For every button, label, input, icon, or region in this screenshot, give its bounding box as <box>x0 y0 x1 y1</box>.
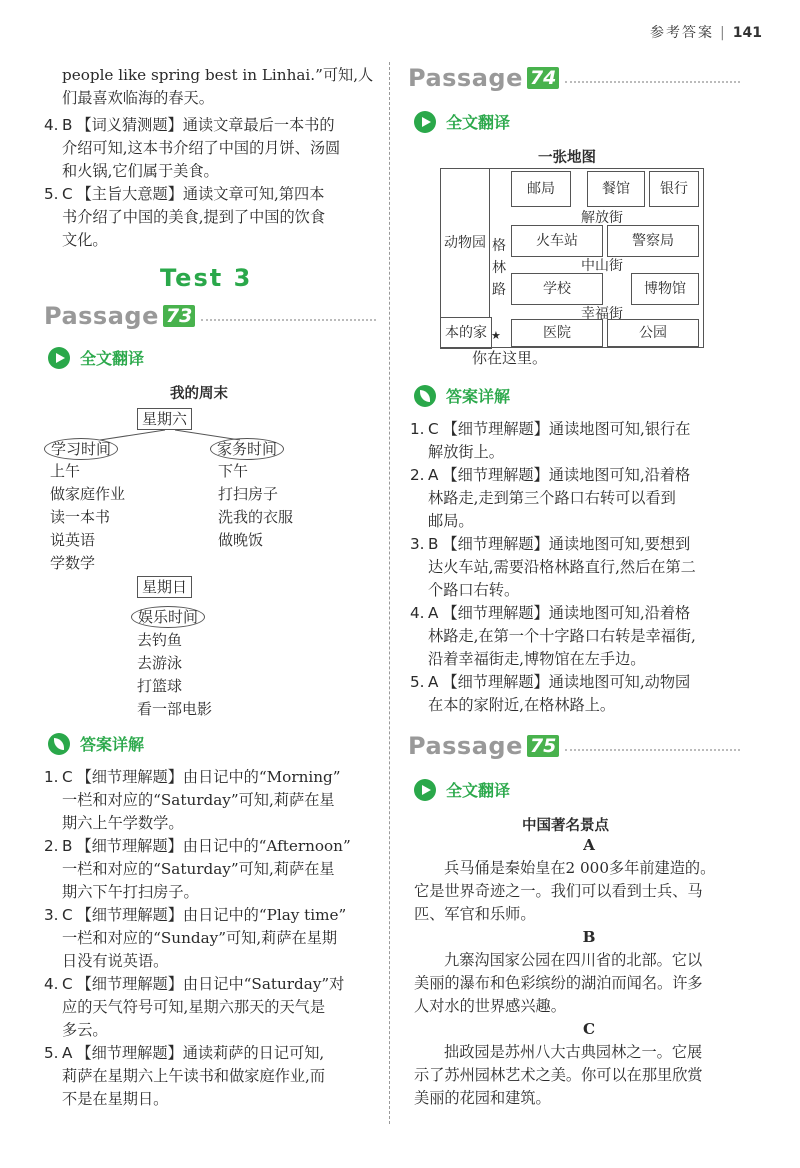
article-title: 中国著名景点 <box>522 818 609 834</box>
paragraph-c <box>414 1041 764 1110</box>
answer-line: 一栏和对应的“Saturday”可知,莉萨在星 <box>62 860 335 878</box>
map-zoo: 动物园 <box>444 235 486 251</box>
answer-number: 3. <box>44 906 59 924</box>
answer-item <box>44 904 376 973</box>
answer-line: 【细节理解题】通读地图可知,要想到 <box>442 535 691 553</box>
test-title: Test 3 <box>160 264 253 292</box>
answer-item <box>410 602 764 671</box>
study-item: 读一本书 <box>50 508 111 526</box>
answer-line: 沿着幸福街走,博物馆在左手边。 <box>428 650 646 668</box>
map-green-road <box>492 235 506 301</box>
answer-line: 一栏和对应的“Sunday”可知,莉萨在星期 <box>62 929 338 947</box>
paragraph-line: 美丽的瀑布和色彩缤纷的湖泊而闻名。许多 <box>414 974 703 992</box>
answer-line: 林路走,走到第三个路口右转可以看到 <box>428 489 676 507</box>
paragraph-line: 九寨沟国家公园在四川省的北部。它以 <box>444 951 703 969</box>
map-post-office: 邮局 <box>511 171 571 207</box>
play-item: 去游泳 <box>137 654 183 672</box>
map-title: 一张地图 <box>538 150 596 166</box>
paragraph-line: 匹、军官和乐师。 <box>414 905 536 923</box>
play-time-oval: 娱乐时间 <box>131 606 205 628</box>
play-icon <box>414 779 436 801</box>
tree-title: 我的周末 <box>170 386 228 402</box>
road-char: 格 <box>492 238 506 254</box>
passage-word: Passage <box>408 732 523 760</box>
answer-line: 【细节理解题】通读地图可知,银行在 <box>442 420 691 438</box>
answer-number: 1. <box>44 768 59 786</box>
map-train-station: 火车站 <box>511 225 603 257</box>
study-time-oval: 学习时间 <box>44 438 118 460</box>
section-label: 答案详解 <box>80 735 145 754</box>
answer-line: 介绍可知,这本书介绍了中国的月饼、汤圆 <box>62 139 341 157</box>
passage-number: 74 <box>527 67 559 89</box>
passage-number: 73 <box>163 305 195 327</box>
header-separator: | <box>720 25 727 41</box>
road-char: 林 <box>492 260 506 276</box>
answer-line: 期六下午打扫房子。 <box>62 883 199 901</box>
paragraph-label: A <box>583 836 595 854</box>
answer-letter: C <box>62 906 73 924</box>
paragraph-label: C <box>582 1020 596 1038</box>
section-label: 答案详解 <box>446 387 511 406</box>
answer-letter: B <box>62 837 73 855</box>
section-label: 全文翻译 <box>80 349 145 368</box>
answer-letter: C <box>62 185 73 203</box>
answer-number: 4. <box>410 604 425 622</box>
map-bank: 银行 <box>649 171 699 207</box>
answer-number: 4. <box>44 116 59 134</box>
map-ben-home: 本的家 <box>440 317 492 349</box>
house-item: 打扫房子 <box>218 485 279 503</box>
study-item: 学数学 <box>50 554 96 572</box>
section-translation-74 <box>414 110 510 133</box>
answer-line: 【细节理解题】通读地图可知,动物园 <box>442 673 691 691</box>
paragraph-line: 兵马俑是秦始皇在2 000多年前建造的。 <box>444 859 716 877</box>
answer-letter: A <box>428 673 439 691</box>
answer-letter: B <box>428 535 439 553</box>
answer-number: 1. <box>410 420 425 438</box>
study-item: 说英语 <box>50 531 96 549</box>
paragraph-b <box>414 949 764 1018</box>
answer-line: 达火车站,需要沿格林路直行,然后在第二 <box>428 558 696 576</box>
answer-line: 莉萨在星期六上午读书和做家庭作业,而 <box>62 1067 326 1085</box>
paragraph-line: 示了苏州园林艺术之美。你可以在那里欣赏 <box>414 1066 703 1084</box>
section-label: 全文翻译 <box>446 781 511 800</box>
dotted-rule <box>565 81 740 83</box>
answer-item <box>44 835 376 904</box>
study-item: 上午 <box>50 462 81 480</box>
answer-number: 4. <box>44 975 59 993</box>
answer-line: 和火锅,它们属于美食。 <box>62 162 219 180</box>
answer-letter: C <box>428 420 439 438</box>
saturday-box: 星期六 <box>137 408 192 430</box>
answer-line: 【细节理解题】通读地图可知,沿着格 <box>442 466 691 484</box>
answers-73 <box>44 766 376 1111</box>
answer-line: 不是在星期日。 <box>62 1090 169 1108</box>
answer-letter: A <box>428 466 439 484</box>
answer-item <box>410 464 764 533</box>
map-restaurant: 餐馆 <box>587 171 645 207</box>
answer-line: 【词义猜测题】通读文章最后一本书的 <box>76 116 335 134</box>
answer-number: 3. <box>410 535 425 553</box>
leaf-icon <box>414 385 436 407</box>
answer-item <box>44 766 376 835</box>
passage-75-heading <box>408 732 740 760</box>
answer-line: 一栏和对应的“Saturday”可知,莉萨在星 <box>62 791 335 809</box>
page-number: 141 <box>732 25 762 41</box>
answer-item <box>410 533 764 602</box>
passage-74-heading <box>408 64 740 92</box>
answer-item <box>410 671 764 717</box>
answer-line: 书介绍了中国的美食,提到了中国的饮食 <box>62 208 326 226</box>
house-item: 做晚饭 <box>218 531 264 549</box>
page-header <box>650 22 762 42</box>
answer-number: 2. <box>44 837 59 855</box>
section-label: 全文翻译 <box>446 113 511 132</box>
answer-line: 【细节理解题】由日记中的“Morning” <box>76 768 341 786</box>
map-zhongshan-street: 中山街 <box>581 258 623 274</box>
section-answers-74 <box>414 384 510 407</box>
answer-line: 【细节理解题】由日记中的“Afternoon” <box>76 837 351 855</box>
answer-line: 在本的家附近,在格林路上。 <box>428 696 616 714</box>
map-jiefang-street: 解放街 <box>581 210 623 226</box>
house-item: 洗我的衣服 <box>218 508 294 526</box>
answer-line: 应的天气符号可知,星期六那天的天气是 <box>62 998 326 1016</box>
passage-word: Passage <box>408 64 523 92</box>
play-item: 去钓鱼 <box>137 631 183 649</box>
passage-number: 75 <box>527 735 559 757</box>
answer-letter: B <box>62 116 73 134</box>
answer-line: 林路走,在第一个十字路口右转是幸福街, <box>428 627 696 645</box>
header-section-title: 参考答案 <box>650 25 715 41</box>
play-item: 看一部电影 <box>137 700 213 718</box>
answer-line: 【主旨大意题】通读文章可知,第四本 <box>76 185 325 203</box>
answer-line: 日没有说英语。 <box>62 952 169 970</box>
leaf-icon <box>48 733 70 755</box>
star-icon: ★ <box>491 329 501 342</box>
section-translation-75 <box>414 778 510 801</box>
answer-number: 5. <box>44 1044 59 1062</box>
play-icon <box>414 111 436 133</box>
passage-word: Passage <box>44 302 159 330</box>
map-museum: 博物馆 <box>631 273 699 305</box>
article-body <box>414 834 764 1110</box>
study-item: 做家庭作业 <box>50 485 126 503</box>
answer-line: 邮局。 <box>428 512 474 530</box>
paragraph-line: 拙政园是苏州八大古典园林之一。它展 <box>444 1043 703 1061</box>
answer-line: 【细节理解题】通读莉萨的日记可知, <box>76 1044 325 1062</box>
answer-line: 【细节理解题】通读地图可知,沿着格 <box>442 604 691 622</box>
answer-number: 5. <box>44 185 59 203</box>
answer-letter: A <box>62 1044 73 1062</box>
house-time-oval: 家务时间 <box>210 438 284 460</box>
map-park: 公园 <box>607 319 699 347</box>
answer-line: 【细节理解题】由日记中“Saturday”对 <box>76 975 345 993</box>
answer-line: 文化。 <box>62 231 108 249</box>
answer-item <box>410 418 764 464</box>
answer-line: 个路口右转。 <box>428 581 520 599</box>
paragraph-label: B <box>582 928 596 946</box>
answer-line: 【细节理解题】由日记中的“Play time” <box>76 906 347 924</box>
answer-line: 期六上午学数学。 <box>62 814 184 832</box>
map-school: 学校 <box>511 273 603 305</box>
map-hospital: 医院 <box>511 319 603 347</box>
you-are-here: 你在这里。 <box>472 349 548 367</box>
answer-line: 解放街上。 <box>428 443 504 461</box>
map-zoo-block <box>440 168 490 318</box>
answer-item <box>44 973 376 1042</box>
map-police-station: 警察局 <box>607 225 699 257</box>
answer-number: 5. <box>410 673 425 691</box>
paragraph-line: 美丽的花园和建筑。 <box>414 1089 551 1107</box>
sunday-box: 星期日 <box>137 576 192 598</box>
answer-line: 多云。 <box>62 1021 108 1039</box>
answer-number: 2. <box>410 466 425 484</box>
dotted-rule <box>565 749 740 751</box>
intro-line: people like spring best in Linhai.”可知,人 <box>62 66 374 84</box>
play-item: 打篮球 <box>137 677 183 695</box>
answers-74 <box>410 418 764 717</box>
answer-letter: C <box>62 975 73 993</box>
answer-letter: A <box>428 604 439 622</box>
paragraph-a <box>414 857 764 926</box>
town-map <box>440 168 704 348</box>
map-xingfu-street: 幸福街 <box>581 306 623 322</box>
answer-letter: C <box>62 768 73 786</box>
intro-line: 们最喜欢临海的春天。 <box>62 89 214 107</box>
section-answers-73 <box>48 732 144 755</box>
house-item: 下午 <box>218 462 249 480</box>
paragraph-line: 人对水的世界感兴趣。 <box>414 997 566 1015</box>
answer-item <box>44 1042 376 1111</box>
road-char: 路 <box>492 282 506 298</box>
paragraph-line: 它是世界奇迹之一。我们可以看到士兵、马 <box>414 882 703 900</box>
